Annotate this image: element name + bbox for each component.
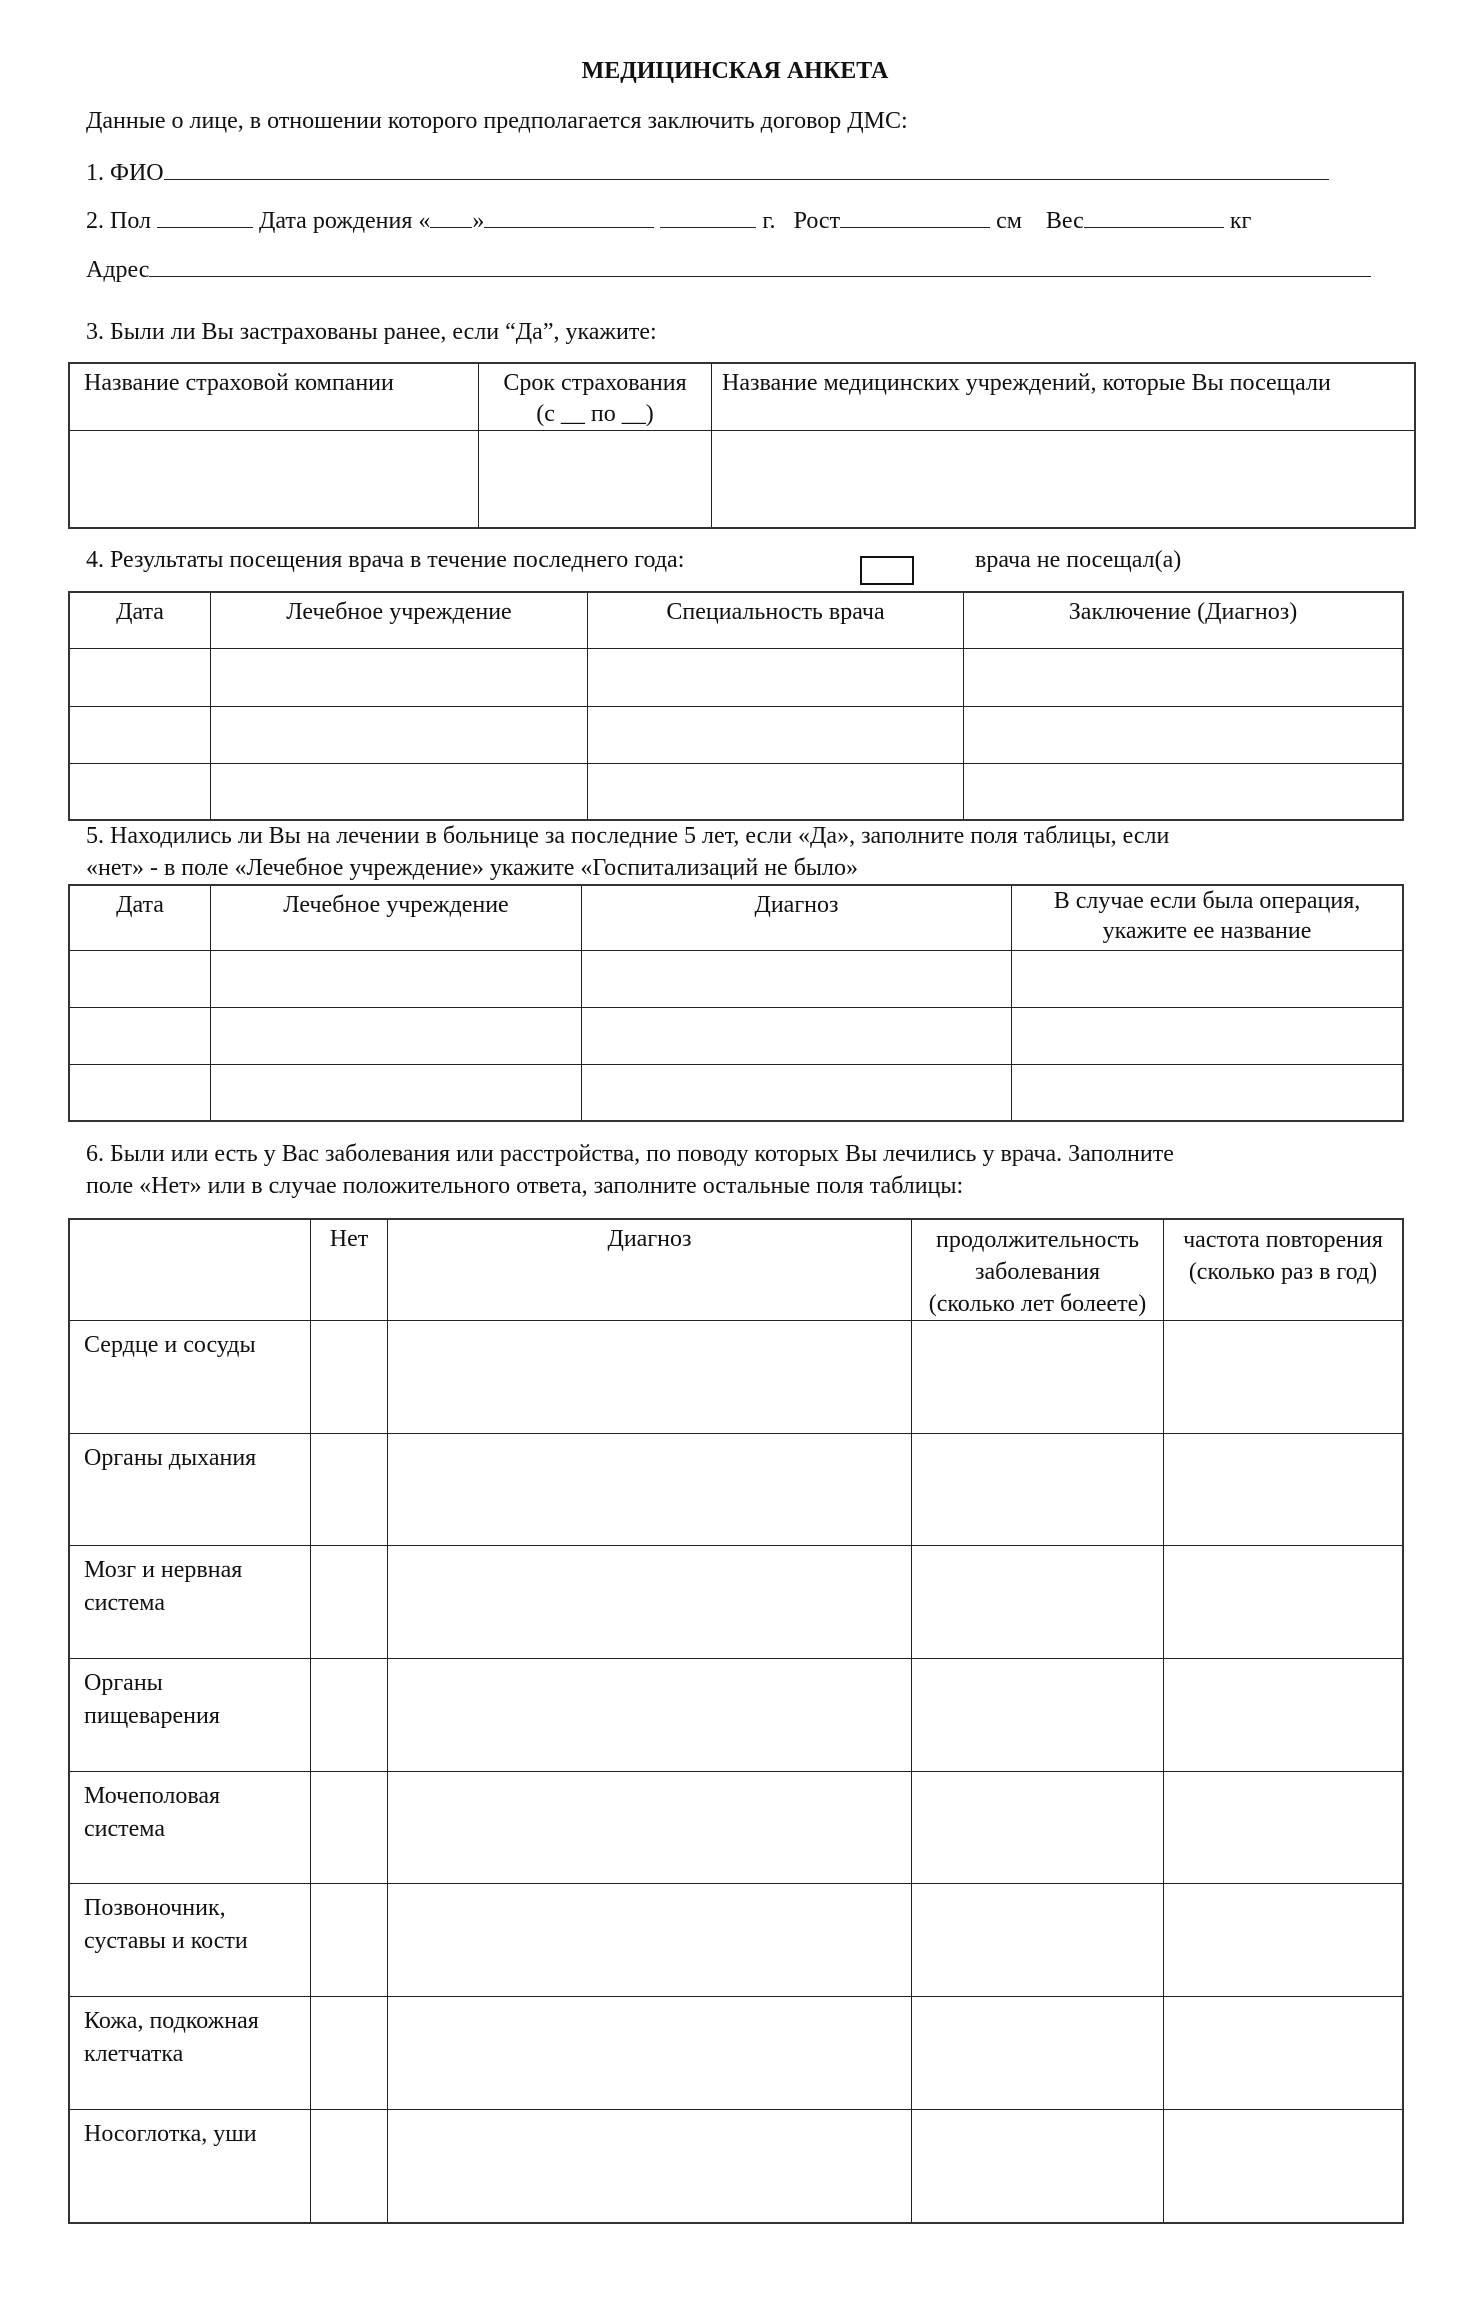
header-institution: Лечебное учреждение (211, 593, 588, 649)
operation-cell[interactable] (1012, 1008, 1403, 1065)
frequency-cell[interactable] (1164, 1434, 1403, 1546)
frequency-cell[interactable] (1164, 1997, 1403, 2110)
section5-heading-line2: «нет» - в поле «Лечебное учреждение» укажите «Госпитализаций не было» (86, 855, 859, 881)
height-label: Рост (793, 208, 841, 234)
header-insurance-period-line2: (с __ по __) (536, 401, 654, 427)
header-diagnosis: Диагноз (388, 1220, 912, 1321)
system-label: Органы дыхания (70, 1434, 311, 1546)
address-label: Адрес (86, 257, 150, 283)
header-duration-line2: заболевания (974, 1259, 1101, 1285)
section6-heading-line1: 6. Были или есть у Вас заболевания или расстройства, по поводу которых Вы лечились у врача. Заполните (86, 1141, 1174, 1167)
system-label: Кожа, подкожная клетчатка (70, 1997, 311, 2110)
table-header-row (70, 593, 1403, 649)
table-row (70, 1772, 1403, 1884)
header-frequency (1164, 1220, 1403, 1321)
diagnosis-cell[interactable] (388, 1321, 912, 1434)
gender-field[interactable] (157, 205, 253, 228)
no-cell[interactable] (311, 1772, 388, 1884)
birth-date-quote: » (472, 208, 485, 234)
date-cell[interactable] (70, 707, 211, 764)
no-cell[interactable] (311, 2110, 388, 2223)
system-label: Мочеполовая система (70, 1772, 311, 1884)
duration-cell[interactable] (912, 1321, 1164, 1434)
operation-cell[interactable] (1012, 1065, 1403, 1121)
header-frequency-line2: (сколько раз в год) (1188, 1259, 1378, 1285)
no-cell[interactable] (311, 1546, 388, 1659)
frequency-cell[interactable] (1164, 1546, 1403, 1659)
frequency-cell[interactable] (1164, 1772, 1403, 1884)
diagnosis-cell[interactable] (582, 951, 1012, 1008)
duration-cell[interactable] (912, 1546, 1164, 1659)
table-row (70, 1659, 1403, 1772)
table-row (70, 1065, 1403, 1121)
personal-details-row (86, 205, 1251, 235)
header-duration-line3: (сколько лет болеете) (928, 1291, 1147, 1317)
diagnosis-cell[interactable] (582, 1008, 1012, 1065)
header-diagnosis: Диагноз (582, 886, 1012, 951)
date-cell[interactable] (70, 764, 211, 820)
duration-cell[interactable] (912, 1997, 1164, 2110)
height-unit: см (996, 208, 1022, 234)
diagnosis-cell[interactable] (388, 1434, 912, 1546)
system-label: Позвоночник, суставы и кости (70, 1884, 311, 1997)
frequency-cell[interactable] (1164, 2110, 1403, 2223)
frequency-cell[interactable] (1164, 1884, 1403, 1997)
fio-field[interactable] (164, 157, 1079, 180)
conclusion-cell[interactable] (964, 707, 1403, 764)
table-row (70, 764, 1403, 820)
birth-date-label: Дата рождения « (259, 208, 431, 234)
institution-cell[interactable] (211, 649, 588, 707)
duration-cell[interactable] (912, 1659, 1164, 1772)
diagnosis-cell[interactable] (388, 1546, 912, 1659)
table-row (70, 1008, 1403, 1065)
diagnosis-cell[interactable] (388, 1884, 912, 1997)
header-insurance-period-line1: Срок страхования (503, 370, 687, 396)
fio-row (86, 157, 1329, 187)
header-operation-line2: укажите ее название (1102, 918, 1312, 944)
gender-label: 2. Пол (86, 208, 151, 234)
date-cell[interactable] (70, 951, 211, 1008)
diseases-table (69, 1219, 1403, 2223)
system-label: Носоглотка, уши (70, 2110, 311, 2223)
birth-year-suffix: г. (762, 208, 776, 234)
duration-cell[interactable] (912, 1884, 1164, 1997)
institution-cell[interactable] (211, 707, 588, 764)
table-row (70, 2110, 1403, 2223)
header-duration (912, 1220, 1164, 1321)
institution-cell[interactable] (211, 764, 588, 820)
table-header-row (70, 1220, 1403, 1321)
intro-text: Данные о лице, в отношении которого предполагается заключить договор ДМС: (86, 108, 908, 134)
duration-cell[interactable] (912, 1772, 1164, 1884)
birth-year-field[interactable] (660, 205, 756, 228)
fio-label: 1. ФИО (86, 160, 164, 186)
no-cell[interactable] (311, 1997, 388, 2110)
table-row (70, 951, 1403, 1008)
header-frequency-line1: частота повторения (1183, 1227, 1383, 1253)
institution-cell[interactable] (211, 1008, 582, 1065)
diagnosis-cell[interactable] (388, 2110, 912, 2223)
table-header-row (70, 886, 1403, 951)
diagnosis-cell[interactable] (582, 1065, 1012, 1121)
insurance-company-cell[interactable] (70, 431, 479, 528)
specialty-cell[interactable] (588, 764, 964, 820)
weight-field[interactable] (1084, 205, 1224, 228)
previous-insurance-table (69, 363, 1415, 528)
section4-heading: 4. Результаты посещения врача в течение последнего года: (86, 547, 685, 573)
table-row (70, 1434, 1403, 1546)
header-institution: Лечебное учреждение (211, 886, 582, 951)
section3-heading: 3. Были ли Вы застрахованы ранее, если “Да”, укажите: (86, 319, 657, 345)
header-date: Дата (70, 593, 211, 649)
no-cell[interactable] (311, 1659, 388, 1772)
table-row (70, 1884, 1403, 1997)
conclusion-cell[interactable] (964, 649, 1403, 707)
duration-cell[interactable] (912, 1434, 1164, 1546)
duration-cell[interactable] (912, 2110, 1164, 2223)
table-header-row (70, 364, 1415, 431)
header-operation (1012, 886, 1403, 951)
diagnosis-cell[interactable] (388, 1772, 912, 1884)
diagnosis-cell[interactable] (388, 1997, 912, 2110)
table-row (70, 707, 1403, 764)
doctor-visits-table (69, 592, 1403, 820)
diagnosis-cell[interactable] (388, 1659, 912, 1772)
date-cell[interactable] (70, 649, 211, 707)
header-duration-line1: продолжительность (935, 1227, 1140, 1253)
table-row (70, 1546, 1403, 1659)
birth-month-field[interactable] (484, 205, 654, 228)
no-cell[interactable] (311, 1321, 388, 1434)
system-label: Мозг и нервная система (70, 1546, 311, 1659)
weight-unit: кг (1229, 208, 1252, 234)
header-specialty: Специальность врача (588, 593, 964, 649)
header-blank (70, 1220, 311, 1321)
system-label: Сердце и сосуды (70, 1321, 311, 1434)
no-cell[interactable] (311, 1434, 388, 1546)
section5-heading-line1: 5. Находились ли Вы на лечении в больнице за последние 5 лет, если «Да», заполните поля таблицы, если (86, 823, 1170, 849)
medical-institutions-cell[interactable] (712, 431, 1415, 528)
specialty-cell[interactable] (588, 707, 964, 764)
no-cell[interactable] (311, 1884, 388, 1997)
table-row (70, 431, 1415, 528)
header-conclusion: Заключение (Диагноз) (964, 593, 1403, 649)
institution-cell[interactable] (211, 1065, 582, 1121)
header-insurance-period (479, 364, 712, 431)
section6-heading-line2: поле «Нет» или в случае положительного ответа, заполните остальные поля таблицы: (86, 1173, 964, 1199)
header-operation-line1: В случае если была операция, (1053, 888, 1361, 914)
header-insurance-company: Название страховой компании (70, 364, 479, 431)
hospitalization-table (69, 885, 1403, 1121)
address-field[interactable] (149, 254, 1371, 277)
system-label: Органы пищеварения (70, 1659, 311, 1772)
institution-cell[interactable] (211, 951, 582, 1008)
specialty-cell[interactable] (588, 649, 964, 707)
form-title: МЕДИЦИНСКАЯ АНКЕТА (581, 58, 889, 84)
frequency-cell[interactable] (1164, 1659, 1403, 1772)
date-cell[interactable] (70, 1065, 211, 1121)
weight-label: Вес (1045, 208, 1084, 234)
fio-field-extension[interactable] (1079, 157, 1329, 180)
conclusion-cell[interactable] (964, 764, 1403, 820)
frequency-cell[interactable] (1164, 1321, 1403, 1434)
header-date: Дата (70, 886, 211, 951)
insurance-period-cell[interactable] (479, 431, 712, 528)
address-row (86, 254, 1371, 284)
height-field[interactable] (840, 205, 990, 228)
no-doctor-visits-label: врача не посещал(а) (975, 547, 1182, 573)
diseases-table-body (70, 1321, 1403, 2223)
header-no: Нет (311, 1220, 388, 1321)
operation-cell[interactable] (1012, 951, 1403, 1008)
header-medical-institutions: Название медицинских учреждений, которые Вы посещали (712, 364, 1415, 431)
table-row (70, 1997, 1403, 2110)
table-row (70, 649, 1403, 707)
no-doctor-visits-checkbox[interactable] (860, 556, 914, 585)
birth-day-field[interactable] (430, 205, 472, 228)
date-cell[interactable] (70, 1008, 211, 1065)
table-row (70, 1321, 1403, 1434)
